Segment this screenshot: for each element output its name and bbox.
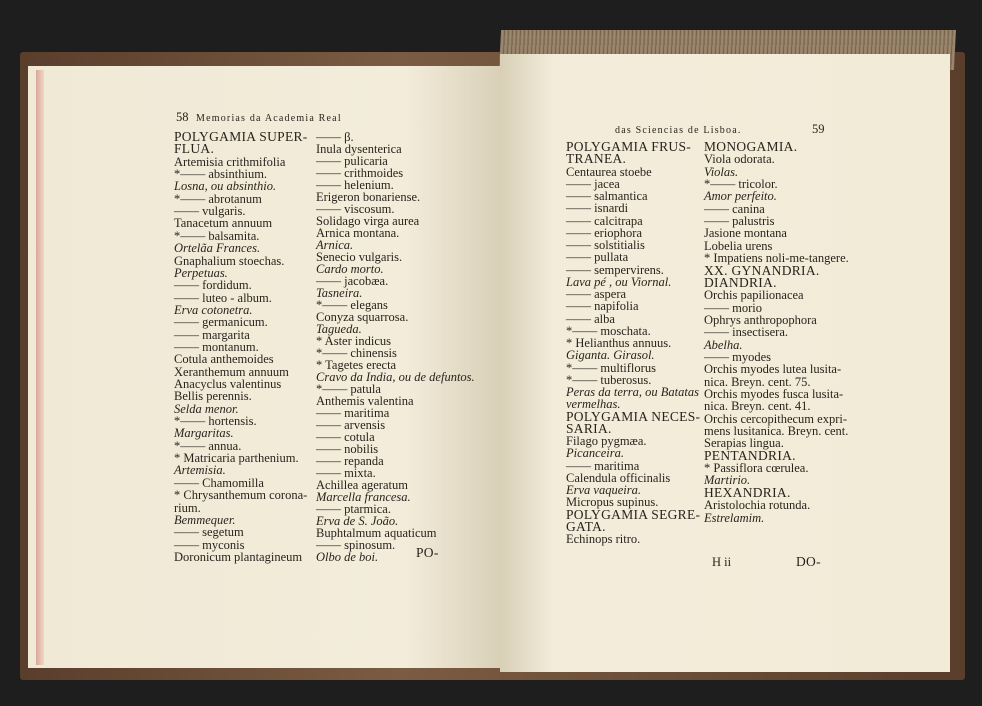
common-name: Violas. bbox=[704, 164, 739, 179]
species-entry: *—— hortensis. bbox=[174, 414, 257, 429]
species-entry: —— pulicaria bbox=[316, 154, 388, 168]
section-heading: POLYGAMIA FRUS- bbox=[566, 139, 692, 154]
species-entry: —— germanicum. bbox=[174, 315, 268, 330]
common-name: Giganta. Girasol. bbox=[566, 348, 655, 363]
right-page-number: 59 bbox=[812, 122, 825, 136]
common-name: Arnica. bbox=[316, 238, 354, 252]
species-entry: Anthemis valentina bbox=[316, 394, 414, 408]
species-entry: nica. Breyn. cent. 75. bbox=[704, 374, 811, 389]
common-name: Bemmequer. bbox=[174, 512, 236, 527]
species-entry: nica. Breyn. cent. 41. bbox=[704, 399, 811, 414]
species-entry: Ophrys anthropophora bbox=[704, 312, 817, 327]
species-entry: Echinops ritro. bbox=[566, 532, 641, 546]
section-heading: MONOGAMIA. bbox=[704, 139, 798, 154]
species-entry: * Chrysanthemum corona- bbox=[174, 488, 308, 503]
signature-mark: H ii bbox=[712, 555, 732, 569]
species-entry: Solidago virga aurea bbox=[316, 214, 420, 228]
common-name: Ortelãa Frances. bbox=[174, 241, 261, 256]
species-entry: —— sempervirens. bbox=[566, 262, 664, 277]
common-name: Selda menor. bbox=[174, 401, 239, 416]
species-entry: *—— annua. bbox=[174, 438, 242, 453]
section-heading: GATA. bbox=[566, 518, 606, 534]
common-name: Losna, ou absinthio. bbox=[174, 179, 277, 194]
right-running-head: das Sciencias de Lisboa. bbox=[615, 125, 742, 136]
section-heading: SARIA. bbox=[566, 420, 612, 436]
common-name: Tasneira. bbox=[316, 286, 363, 300]
species-entry: Erigeron bonariense. bbox=[316, 190, 421, 204]
species-entry: Inula dysenterica bbox=[316, 142, 402, 156]
common-name: Erva vaqueira. bbox=[566, 483, 641, 497]
species-entry: Bellis perennis. bbox=[174, 389, 252, 404]
left-catchword: PO- bbox=[416, 545, 439, 560]
species-entry: Calendula officinalis bbox=[566, 470, 671, 485]
species-entry: —— aspera bbox=[566, 287, 627, 301]
species-entry: Conyza squarrosa. bbox=[316, 310, 409, 324]
common-name: Cravo da India, ou de defuntos. bbox=[316, 370, 475, 384]
common-name: Tagueda. bbox=[316, 322, 362, 336]
species-entry: —— salmantica bbox=[566, 189, 648, 203]
species-entry: Orchis papilionacea bbox=[704, 288, 804, 303]
species-entry: *—— patula bbox=[316, 382, 381, 396]
species-entry: —— myodes bbox=[704, 349, 772, 364]
species-entry: Cotula anthemoides bbox=[174, 352, 274, 367]
species-entry: —— nobilis bbox=[316, 442, 379, 456]
common-name: vermelhas. bbox=[566, 397, 621, 412]
common-name: Artemisia. bbox=[174, 463, 226, 478]
species-entry: Arnica montana. bbox=[316, 226, 400, 240]
species-entry: Serapias lingua. bbox=[704, 436, 784, 451]
section-heading: DIANDRIA. bbox=[704, 274, 777, 290]
common-name: Perpetuas. bbox=[174, 265, 228, 280]
common-name: Martirio. bbox=[704, 473, 751, 488]
common-name: Erva de S. João. bbox=[316, 514, 399, 528]
species-entry: —— canina bbox=[704, 201, 765, 216]
species-entry: Achillea ageratum bbox=[316, 478, 408, 492]
section-heading: XX. GYNANDRIA. bbox=[704, 262, 820, 278]
common-name: Peras da terra, ou Batatas bbox=[566, 385, 699, 399]
species-entry: Lobelia urens bbox=[704, 238, 773, 253]
species-entry: mens lusitanica. Breyn. cent. bbox=[704, 424, 849, 439]
species-entry: *—— moschata. bbox=[566, 323, 651, 338]
species-entry: *—— absinthium. bbox=[174, 167, 268, 182]
right-catchword: DO- bbox=[796, 554, 821, 569]
species-entry: *—— multiflorus bbox=[566, 360, 656, 375]
species-entry: Senecio vulgaris. bbox=[316, 250, 403, 264]
species-entry: —— helenium. bbox=[316, 178, 394, 192]
species-entry: Orchis myodes fusca lusita- bbox=[704, 387, 844, 401]
species-entry: —— alba bbox=[566, 311, 615, 326]
species-entry: —— viscosum. bbox=[316, 202, 395, 216]
section-heading: POLYGAMIA SEGRE- bbox=[566, 506, 701, 522]
common-name: Abelha. bbox=[704, 337, 743, 352]
species-entry: Tanacetum annuum bbox=[174, 216, 273, 231]
species-entry: Filago pygmæa. bbox=[566, 434, 647, 448]
species-entry: Artemisia crithmifolia bbox=[174, 154, 286, 169]
species-entry: —— margarita bbox=[174, 327, 250, 342]
common-name: Margaritas. bbox=[174, 426, 234, 441]
species-entry: Centaurea stoebe bbox=[566, 164, 652, 179]
species-entry: —— cotula bbox=[316, 430, 375, 444]
section-heading: POLYGAMIA SUPER- bbox=[174, 129, 308, 144]
species-entry: —— segetum bbox=[174, 525, 244, 540]
common-name: Cardo morto. bbox=[316, 262, 384, 276]
common-name: Amor perfeito. bbox=[704, 189, 777, 204]
left-page-number: 58 bbox=[176, 110, 189, 124]
species-entry: Buphtalmum aquaticum bbox=[316, 526, 437, 540]
species-entry: *—— tuberosus. bbox=[566, 372, 652, 387]
species-entry: —— palustris bbox=[704, 214, 775, 229]
species-entry: Orchis cercopithecum expri- bbox=[704, 411, 847, 426]
common-name: Estrelamim. bbox=[704, 510, 765, 525]
species-entry: * Tagetes erecta bbox=[316, 358, 397, 372]
species-entry: —— maritima bbox=[316, 406, 390, 420]
species-entry: —— eriophora bbox=[566, 225, 643, 240]
species-entry: * Matricaria parthenium. bbox=[174, 451, 299, 466]
section-heading: TRANEA. bbox=[566, 151, 627, 167]
species-entry: *—— balsamita. bbox=[174, 228, 260, 243]
species-entry: Gnaphalium stoechas. bbox=[174, 253, 285, 268]
species-entry: Micropus supinus. bbox=[566, 495, 659, 510]
species-entry: —— crithmoides bbox=[316, 166, 404, 180]
species-entry: *—— elegans bbox=[316, 298, 388, 312]
species-entry: Viola odorata. bbox=[704, 152, 775, 167]
species-entry: —— jacea bbox=[566, 176, 620, 191]
species-entry: Anacyclus valentinus bbox=[174, 377, 282, 391]
species-entry: * Impatiens noli-me-tangere. bbox=[704, 251, 849, 266]
common-name: Lava pé , ou Viornal. bbox=[566, 274, 672, 289]
species-entry: * Helianthus annuus. bbox=[566, 336, 672, 350]
species-entry: Xeranthemum annuum bbox=[174, 364, 289, 379]
species-entry: *—— abrotanum bbox=[174, 191, 262, 206]
species-entry: —— insectisera. bbox=[704, 325, 789, 340]
species-entry: * Passiflora cœrulea. bbox=[704, 461, 809, 476]
species-entry: —— montanum. bbox=[174, 339, 259, 354]
section-heading: POLYGAMIA NECES- bbox=[566, 408, 701, 424]
common-name: Olbo de boi. bbox=[316, 550, 379, 564]
species-entry: —— repanda bbox=[316, 454, 384, 468]
species-entry: *—— tricolor. bbox=[704, 177, 778, 192]
section-heading: HEXANDRIA. bbox=[704, 484, 791, 500]
species-entry: —— fordidum. bbox=[174, 278, 252, 293]
species-entry: —— Chamomilla bbox=[174, 475, 264, 490]
species-entry: —— isnardi bbox=[566, 201, 629, 216]
species-entry: —— ptarmica. bbox=[316, 502, 391, 516]
species-entry: —— pullata bbox=[566, 250, 629, 265]
species-entry: *—— chinensis bbox=[316, 346, 397, 360]
common-name: Marcella francesa. bbox=[316, 490, 411, 504]
left-running-head: Memorias da Academia Real bbox=[196, 113, 342, 124]
species-entry: —— vulgaris. bbox=[174, 204, 246, 219]
common-name: Picanceira. bbox=[566, 446, 624, 461]
species-entry: —— myconis bbox=[174, 537, 245, 552]
species-entry: —— solstitialis bbox=[566, 238, 645, 252]
section-heading: FLUA. bbox=[174, 141, 215, 157]
species-entry: Orchis myodes lutea lusita- bbox=[704, 362, 842, 377]
section-heading: PENTANDRIA. bbox=[704, 447, 796, 463]
species-entry: —— luteo - album. bbox=[174, 290, 272, 305]
species-entry: —— morio bbox=[704, 300, 762, 315]
species-entry: —— calcitrapa bbox=[566, 213, 643, 228]
species-entry: —— arvensis bbox=[316, 418, 386, 432]
species-entry: —— β. bbox=[316, 130, 354, 144]
species-entry: Aristolochia rotunda. bbox=[704, 498, 811, 513]
species-entry: —— mixta. bbox=[316, 466, 376, 480]
species-entry: Doronicum plantagineum bbox=[174, 549, 303, 564]
page-edge-tint bbox=[36, 70, 44, 665]
species-entry: —— spinosum. bbox=[316, 538, 396, 552]
species-entry: —— napifolia bbox=[566, 299, 639, 314]
species-entry: —— maritima bbox=[566, 458, 640, 473]
species-entry: Jasione montana bbox=[704, 226, 787, 241]
species-entry: —— jacobæa. bbox=[316, 274, 389, 288]
common-name: Erva cotonetra. bbox=[174, 302, 253, 317]
species-entry: * Aster indicus bbox=[316, 334, 391, 348]
species-entry: rium. bbox=[174, 500, 201, 515]
